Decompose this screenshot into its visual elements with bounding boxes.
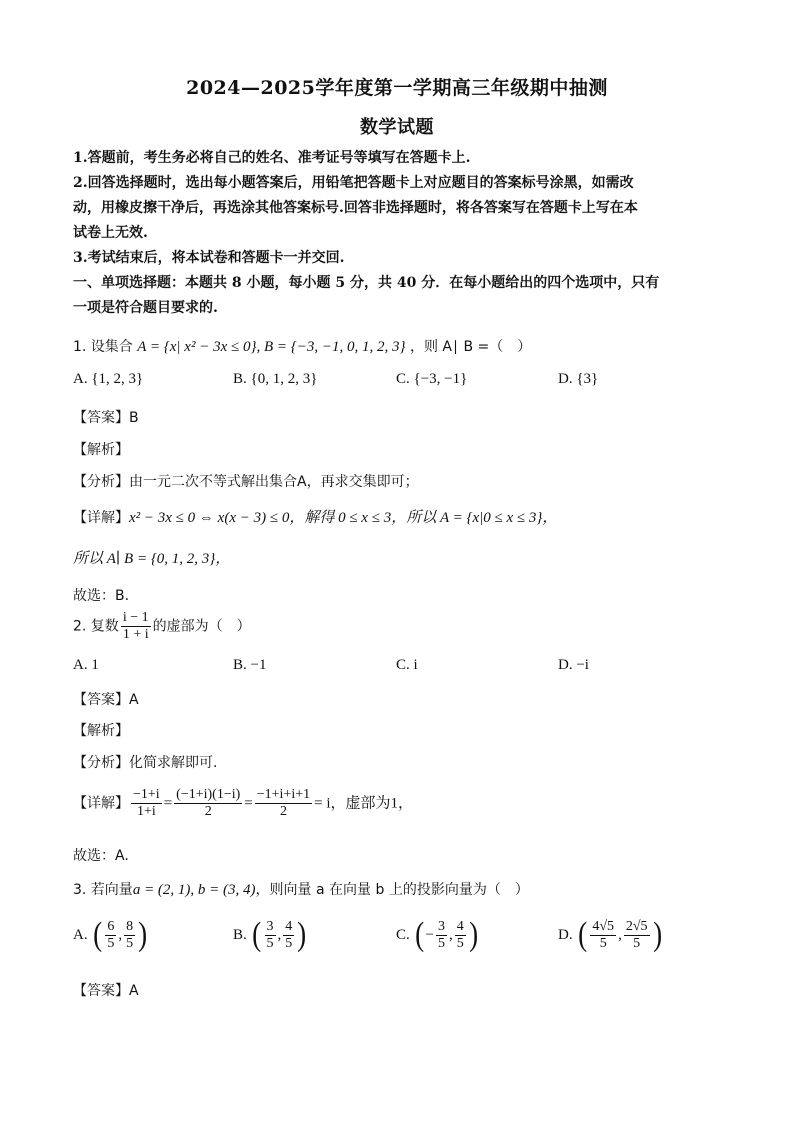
q3-b-d1: 5 [266,935,274,951]
q2-step2-den: 2 [204,804,212,819]
q2-frac-den: 1 + i [122,627,149,642]
q1-xiangjie-text: x² − 3x ≤ 0 ⇔ x(x − 3) ≤ 0，解得 0 ≤ x ≤ 3，所以 A = {x|0 ≤ x ≤ 3}， [129,510,558,526]
q2-xiangjie: 【详解】 $\frac{-1+i}{1+i}$ = $\frac{(-1+i)(1-i)}{2}$ = $\frac{-1+i+i+1}{2}$ = i，虚部为1， [73,787,414,819]
q2-step1 [131,787,162,820]
q3-a-n2: 8 [126,918,134,934]
q2-fraction [121,610,151,643]
question-3-ask: ，则向量 a 在向量 b 上的投影向量为（ ） [255,882,529,898]
q3-option-d: D. ( $\frac{4√5}{5}$ , $\frac{2√5}{5}$ ) [558,916,662,953]
q3-d-d1: 5 [599,935,607,951]
q1-choose [73,585,129,605]
q2-step3-num: −1+i+i+1 [256,787,311,802]
q3-option-a-label: A. [73,927,88,943]
note-2-cont: 动，用橡皮擦干净后，再选涂其他答案标号.回答非选择题时，将各答案写在答题卡上写在本 [73,200,638,216]
q1-option-d: D. {3} [558,371,599,387]
q2-step3 [255,787,312,820]
q3-c-d1: 5 [438,935,446,951]
fenxi-label: 【分析】 [73,755,129,771]
note-2-end: 试卷上无效. [73,225,148,241]
question-1-prefix: 1. 设集合 [73,339,133,355]
answer-label: 【答案】 [73,692,129,708]
q3-answer [73,980,139,1000]
q2-step1-den: 1+i [136,804,156,819]
q2-choose-value: A. [115,848,129,864]
q3-c-n1: 3 [438,918,446,934]
xiangjie-label: 【详解】 [73,795,129,812]
q3-option-d-label: D. [558,927,573,943]
q2-option-b: B. −1 [233,657,267,673]
question-2 [73,610,251,643]
q1-fenxi [73,471,419,491]
q2-step1-num: −1+i [133,787,160,802]
q3-option-b: B. ( $\frac{3}{5}$ , $\frac{4}{5}$ ) [233,916,307,953]
q3-c-n2: 4 [456,918,464,934]
q1-so: 所以 A∣ B = {0, 1, 2, 3}， [73,551,231,567]
q2-step2-num: (−1+i)(1−i) [176,787,241,802]
q3-option-c-label: C. [396,927,410,943]
xiangjie-label: 【详解】 [73,510,129,526]
q2-fenxi [73,752,217,772]
q3-d-n1: 4√5 [592,918,615,934]
q1-option-b: B. {0, 1, 2, 3} [233,371,318,387]
q2-option-a: A. 1 [73,657,99,673]
q3-vectors: a = (2, 1), b = (3, 4) [132,882,256,898]
q3-c-sign: − [425,927,435,943]
q1-option-a: A. {1, 2, 3} [73,371,144,387]
q2-step3-den: 2 [279,804,287,819]
q1-answer [73,407,139,427]
q1-choose-value: B. [115,588,130,604]
question-3-prefix: 3. 若向量 [73,882,133,898]
q3-b-n1: 3 [266,918,274,934]
question-2-prefix: 2. 复数 [73,618,119,635]
page-title: 2024—2025学年度第一学期高三年级期中抽测 [186,77,608,99]
q3-a-d1: 5 [107,935,115,951]
q1-analysis-label: 【解析】 [73,442,129,458]
q3-a-d2: 5 [126,935,134,951]
note-3: 3.考试结束后，将本试卷和答题卡一并交回. [73,250,345,266]
q3-option-b-label: B. [233,927,247,943]
q3-b-d2: 5 [285,935,293,951]
q3-c-d2: 5 [456,935,464,951]
note-2: 2.回答选择题时，选出每小题答案后，用铅笔把答题卡上对应题目的答案标号涂黑，如需改 [73,175,634,191]
choose-label: 故选： [73,588,115,604]
q3-option-c: C. (− $\frac{3}{5}$ , $\frac{4}{5}$ ) [396,916,478,953]
question-1-ask: ，则 A∣ B =（ ） [409,339,532,355]
q2-answer-value: A [129,692,139,708]
choose-label: 故选： [73,848,115,864]
q1-fenxi-text: 由一元二次不等式解出集合A，再求交集即可； [129,474,419,490]
q1-xiangjie [73,506,557,527]
q2-answer [73,689,139,709]
section-heading: 一、单项选择题：本题共 8 小题，每小题 5 分，共 40 分．在每小题给出的四个选项中，只有 [73,275,660,291]
question-3 [73,879,529,899]
q3-d-d2: 5 [633,935,641,951]
note-1: 1.答题前，考生务必将自己的姓名、准考证号等填写在答题卡上. [73,150,471,166]
q2-option-c: C. i [396,657,418,673]
q2-result: = i，虚部为1， [314,795,414,812]
q3-answer-value: A [129,983,139,999]
q2-step2 [174,787,242,820]
question-1-sets: A = {x| x² − 3x ≤ 0}, B = {−3, −1, 0, 1, 2, 3} [137,339,406,355]
q1-answer-value: B [129,410,139,426]
q2-analysis-label: 【解析】 [73,723,129,739]
question-2-ask: 的虚部为（ ） [152,618,251,635]
q2-choose [73,845,129,865]
q2-frac-num: i − 1 [122,610,149,625]
question-1 [73,336,531,356]
q2-fenxi-text: 化简求解即可. [129,755,218,771]
q3-option-a: A. ( $\frac{6}{5}$ , $\frac{8}{5}$ ) [73,916,148,953]
fenxi-label: 【分析】 [73,474,129,490]
page-subtitle: 数学试题 [360,117,434,138]
q3-a-n1: 6 [107,918,115,934]
q3-d-n2: 2√5 [625,918,648,934]
q3-b-n2: 4 [285,918,293,934]
q1-option-c: C. {−3, −1} [396,371,468,387]
answer-label: 【答案】 [73,983,129,999]
answer-label: 【答案】 [73,410,129,426]
q2-option-d: D. −i [558,657,589,673]
section-heading-cont: 一项是符合题目要求的. [73,300,218,316]
